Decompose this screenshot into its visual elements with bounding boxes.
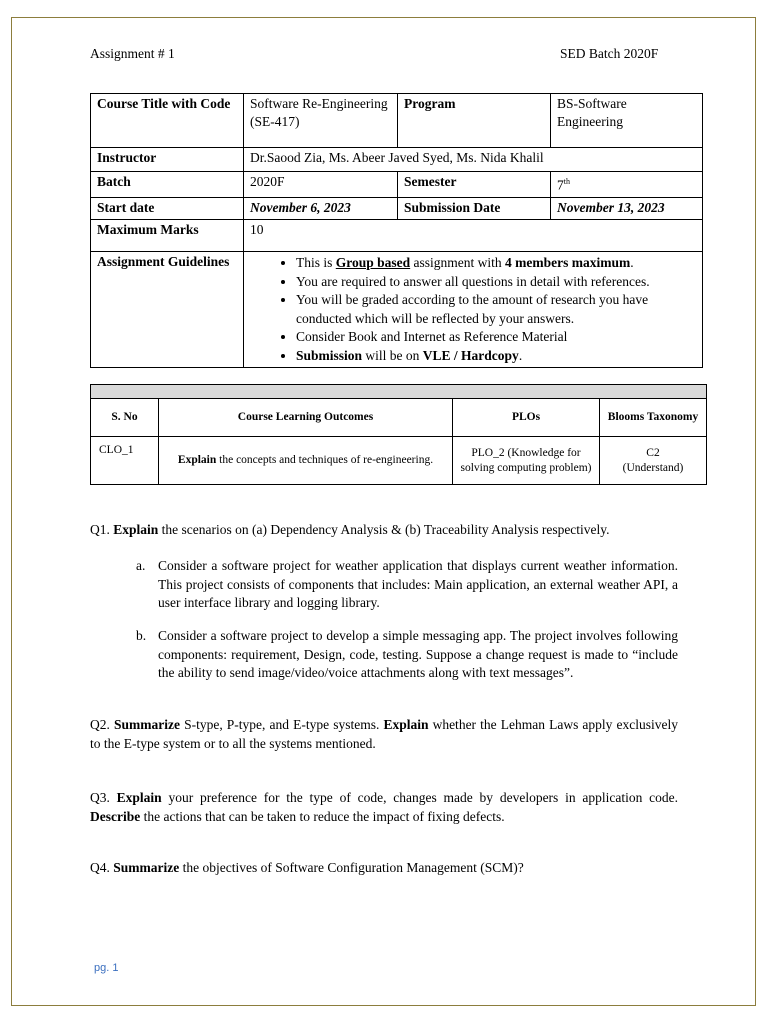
course-title-label: Course Title with Code — [91, 94, 244, 148]
program-value: BS-Software Engineering — [551, 94, 703, 148]
table-row — [91, 437, 707, 485]
start-date-value: November 6, 2023 — [244, 198, 398, 220]
guideline-item: • Consider Book and Internet as Reference Material — [296, 328, 696, 347]
semester-number: 7 — [557, 177, 564, 193]
clo-outcome: Explain the concepts and techniques of re-engineering. — [159, 437, 453, 485]
header-assignment-number: Assignment # 1 — [90, 46, 175, 61]
clo-header-outcomes: Course Learning Outcomes — [159, 399, 453, 437]
header-batch: SED Batch 2020F — [560, 46, 659, 61]
clo-table-header-row — [91, 399, 707, 437]
start-date-label: Start date — [91, 198, 244, 220]
clo-header-blooms: Blooms Taxonomy — [600, 399, 707, 437]
instructor-value: Dr.Saood Zia, Ms. Abeer Javed Syed, Ms. Nida Khalil — [244, 148, 703, 172]
question-1b: b. Consider a software project to develop a simple messaging app. The project involves following components: requirement, Design, code, testing. Suppose a change request is made to “include the ability to send image/video/voice attachments along with text messages”. — [136, 628, 678, 680]
submission-date-label: Submission Date — [398, 198, 551, 220]
list-marker: b. — [136, 628, 147, 643]
list-marker: a. — [136, 558, 146, 573]
guideline-item: • You will be graded according to the amount of research you have conducted which will be reflected by your answers. — [296, 291, 696, 328]
max-marks-label: Maximum Marks — [91, 220, 244, 252]
question-2: Q2. Summarize S-type, P-type, and E-type systems. Explain whether the Lehman Laws apply exclusively to the E-type system or to all the systems mentioned. — [90, 717, 679, 751]
semester-value — [551, 172, 703, 198]
question-1a: a. Consider a software project for weather application that displays current weather information. This project consists of components that includes: Main application, an external weather API, a user interface library and logging library. — [136, 558, 678, 610]
guidelines-label: Assignment Guidelines — [91, 252, 244, 368]
guideline-item: • This is Group based assignment with 4 members maximum. — [296, 254, 696, 273]
batch-label: Batch — [91, 172, 244, 198]
page-number: pg. 1 — [94, 962, 119, 974]
course-title-value: Software Re-Engineering (SE-417) — [244, 94, 398, 148]
clo-table-shaded-header — [91, 385, 707, 399]
course-info-table — [90, 93, 703, 368]
guidelines-cell — [244, 252, 703, 368]
clo-table — [90, 384, 707, 485]
guideline-item: • Submission will be on VLE / Hardcopy. — [296, 347, 696, 366]
program-label: Program — [398, 94, 551, 148]
submission-date-value: November 13, 2023 — [551, 198, 703, 220]
clo-plo: PLO_2 (Knowledge for solving computing problem) — [453, 437, 600, 485]
question-1: Q1. Explain the scenarios on (a) Dependency Analysis & (b) Traceability Analysis respectively. — [90, 522, 610, 537]
instructor-label: Instructor — [91, 148, 244, 172]
batch-value: 2020F — [244, 172, 398, 198]
clo-blooms: C2 (Understand) — [600, 437, 707, 485]
guideline-item: • You are required to answer all questions in detail with references. — [296, 273, 696, 292]
clo-sno: CLO_1 — [91, 437, 159, 485]
question-3: Q3. Explain your preference for the type of code, changes made by developers in application code. Describe the actions that can be taken to reduce the impact of fixing defects. — [90, 790, 679, 824]
clo-header-plos: PLOs — [453, 399, 600, 437]
semester-label: Semester — [398, 172, 551, 198]
max-marks-value: 10 — [244, 220, 703, 252]
question-4: Q4. Summarize the objectives of Software Configuration Management (SCM)? — [90, 860, 524, 875]
semester-suffix: th — [563, 177, 570, 186]
guidelines-list — [250, 254, 696, 365]
clo-header-sno: S. No — [91, 399, 159, 437]
